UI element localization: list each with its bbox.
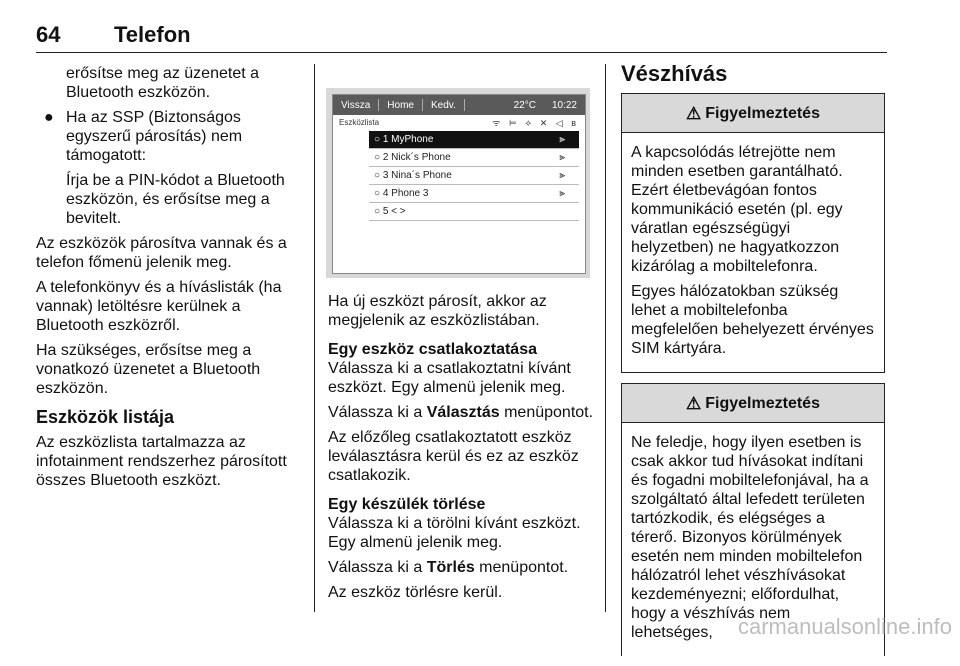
warning-box [621, 93, 885, 373]
section-heading: Eszközök listája [36, 407, 175, 427]
paragraph: Az eszközlista tartalmazza az infotainment rendszerhez párosított összes Bluetooth eszközt. [36, 434, 287, 489]
paragraph [328, 558, 596, 577]
section-heading: Vészhívás [621, 61, 728, 86]
arrow-icon: ⫸ [559, 152, 565, 163]
status-icons: ᯤ ⊨ ⟡ ✕ ◁ ʙ [492, 117, 579, 128]
paragraph: Az eszköz törlésre kerül. [328, 584, 503, 601]
screen-display [332, 94, 586, 274]
screen-list-item [369, 149, 579, 167]
column-3 [621, 61, 885, 666]
screen-list-item [369, 203, 579, 221]
column-2 [328, 292, 596, 608]
paragraph: Válassza ki a csatlakoztatni kívánt eszközt. Egy almenü jelenik meg. [328, 360, 571, 396]
warning-header [622, 384, 884, 423]
device-label: ○ 2 Nick´s Phone [374, 152, 451, 163]
screen-list-item [369, 167, 579, 185]
screen-tab-home: Home [387, 99, 414, 111]
paragraph: Írja be a PIN-kódot a Bluetooth eszközön, és erősítse meg a bevitelt. [66, 172, 285, 227]
screen-subtitle: Eszközlista [339, 117, 380, 127]
text: Válassza ki a [328, 404, 427, 421]
paragraph: Ha az SSP (Biztonságos egyszerű párosítás) nem támogatott: [66, 109, 243, 164]
paragraph [328, 403, 596, 422]
warning-title: Figyelmeztetés [705, 394, 820, 412]
paragraph: erősítse meg az üzenetet a Bluetooth eszközön. [66, 65, 259, 101]
paragraph: Az előzőleg csatlakoztatott eszköz leválasztásra kerül és ez az eszköz csatlakozik. [328, 429, 579, 484]
subheading: Egy eszköz csatlakoztatása [328, 341, 537, 358]
paragraph: Válassza ki a törölni kívánt eszközt. Egy almenü jelenik meg. [328, 515, 581, 551]
warning-icon: ⚠ [686, 103, 702, 123]
device-list-screenshot [326, 88, 590, 278]
paragraph: Ha új eszközt párosít, akkor az megjelenik az eszközlistában. [328, 293, 547, 329]
page-number: 64 [36, 22, 61, 47]
column-1 [36, 64, 302, 496]
device-label: ○ 3 Nina´s Phone [374, 170, 452, 181]
page-header [36, 22, 887, 52]
device-label: ○ 4 Phone 3 [374, 188, 429, 199]
screen-tab-favorites: Kedv. [430, 99, 456, 111]
page-title: Telefon [114, 22, 191, 47]
device-label: ○ 5 < > [374, 206, 406, 217]
column-divider-2 [605, 64, 606, 612]
screen-time: 10:22 [551, 99, 577, 111]
screen-list-item [369, 131, 579, 149]
menu-term: Választás [426, 404, 500, 421]
screen-device-list [369, 131, 579, 221]
text: menüpontot. [474, 559, 569, 576]
menu-term: Törlés [426, 559, 475, 576]
screen-tab-back: Vissza [341, 99, 371, 111]
paragraph: Egyes hálózatokban szükség lehet a mobiltelefonba megfelelően behelyezett érvényes SIM kártyára. [631, 283, 874, 357]
paragraph: A kapcsolódás létrejötte nem minden esetben garantálható. Ezért életbevágóan fontos kommunikáció esetén (pl. egy váratlan egészségügyi helyzetben) ne hagyatkozzon kizárólag a mobiltelefonra. [631, 144, 843, 275]
arrow-icon: ⫸ [559, 188, 565, 199]
text: menüpontot. [499, 404, 594, 421]
arrow-icon: ⫸ [559, 170, 565, 181]
warning-body [622, 133, 884, 372]
paragraph: Az eszközök párosítva vannak és a telefon főmenü jelenik meg. [36, 235, 287, 271]
arrow-icon: ⫸ [559, 134, 565, 145]
paragraph: A telefonkönyv és a híváslisták (ha vannak) letöltésre kerülnek a Bluetooth eszközről. [36, 279, 282, 334]
warning-header [622, 94, 884, 133]
paragraph: Ne feledje, hogy ilyen esetben is csak akkor tud hívásokat indítani és fogadni mobiltelefonjával, ha a szolgáltató által lefedett területen tartózkodik, és elégséges a térerő. Bizonyos körülmények esetén nem minden mobiltelefon hálózatról lehet vészhívásokat kezdeményezni; előfordulhat, hogy a vészhívás nem lehetséges, [631, 434, 869, 641]
screen-list-item [369, 185, 579, 203]
screen-subtitle-bar [333, 115, 585, 129]
text: Válassza ki a [328, 559, 427, 576]
header-divider [36, 52, 887, 53]
paragraph: Ha szükséges, erősítse meg a vonatkozó üzenetet a Bluetooth eszközön. [36, 342, 261, 397]
bullet-item [36, 108, 302, 228]
subheading: Egy készülék törlése [328, 496, 486, 513]
warning-icon: ⚠ [686, 393, 702, 413]
column-divider-1 [314, 64, 315, 612]
bullet-icon: ● [44, 109, 54, 126]
device-label: ○ 1 MyPhone [374, 134, 434, 145]
screen-temperature: 22°C [513, 99, 536, 111]
warning-title: Figyelmeztetés [705, 104, 820, 122]
watermark: carmanualsonline.info [737, 614, 952, 639]
screen-top-bar [333, 95, 585, 115]
tab-separator [464, 99, 465, 111]
